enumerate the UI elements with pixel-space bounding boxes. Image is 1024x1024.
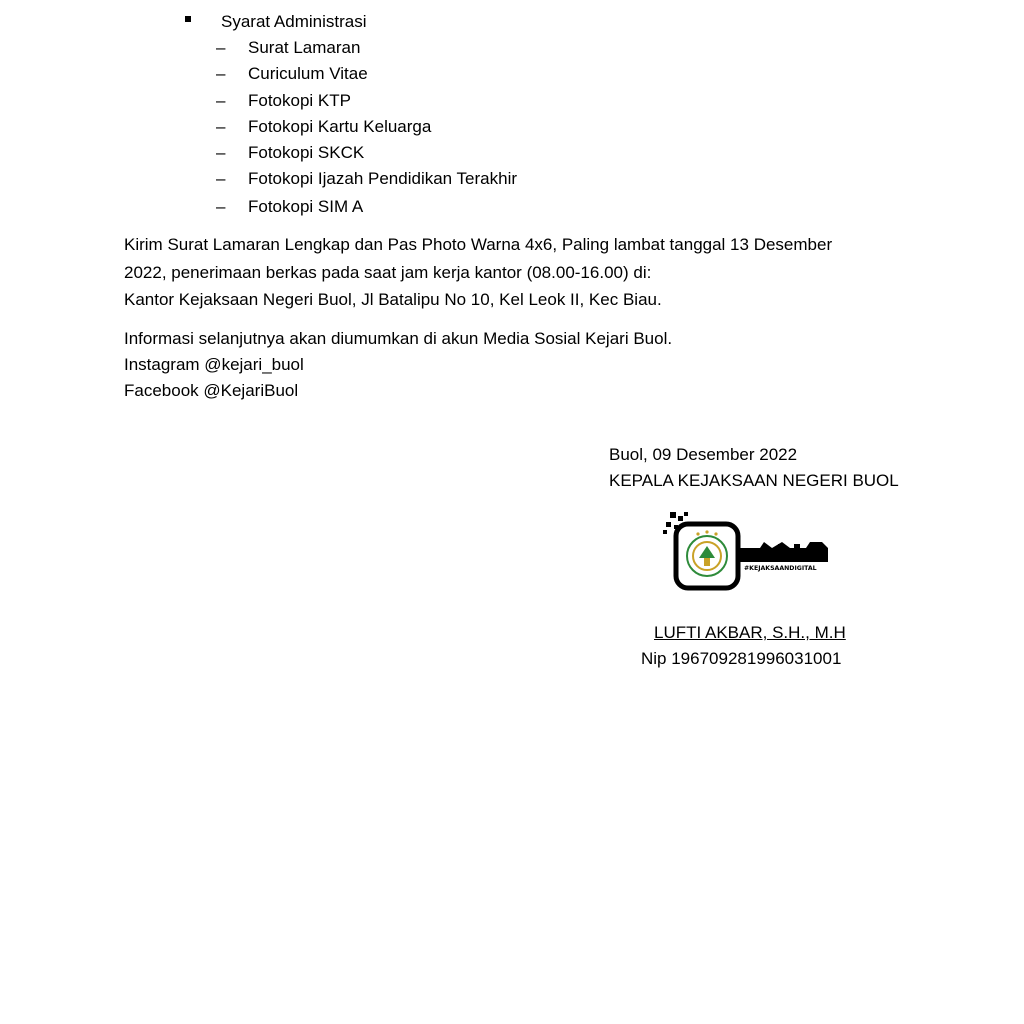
place-date: Buol, 09 Desember 2022 xyxy=(609,445,798,464)
square-bullet-icon xyxy=(185,16,191,22)
dash-icon: – xyxy=(216,169,226,188)
submission-address: Kantor Kejaksaan Negeri Buol, Jl Batalipu No 10, Kel Leok II, Kec Biau. xyxy=(124,290,662,309)
info-line: Informasi selanjutnya akan diumumkan di akun Media Sosial Kejari Buol. xyxy=(124,329,673,348)
signatory-name: LUFTI AKBAR, S.H., M.H xyxy=(654,623,846,642)
signatory-title: KEPALA KEJAKSAAN NEGERI BUOL xyxy=(609,471,899,490)
requirements-heading: Syarat Administrasi xyxy=(221,12,367,31)
dash-icon: – xyxy=(216,64,226,83)
list-item: Fotokopi SKCK xyxy=(248,143,365,162)
facebook-handle: Facebook @KejariBuol xyxy=(124,381,299,400)
list-item: Curiculum Vitae xyxy=(248,64,368,83)
signatory-nip: Nip 196709281996031001 xyxy=(641,649,842,668)
submission-line-1: Kirim Surat Lamaran Lengkap dan Pas Photo Warna 4x6, Paling lambat tanggal 13 Desember xyxy=(124,235,833,254)
list-item: Surat Lamaran xyxy=(248,38,361,57)
dash-icon: – xyxy=(216,143,226,162)
list-item: Fotokopi Ijazah Pendidikan Terakhir xyxy=(248,169,518,188)
list-item: Fotokopi KTP xyxy=(248,91,351,110)
instagram-handle: Instagram @kejari_buol xyxy=(124,355,304,374)
dash-icon: – xyxy=(216,117,226,136)
dash-icon: – xyxy=(216,91,226,110)
list-item: Fotokopi SIM A xyxy=(248,197,364,216)
logo-hashtag-text: #KEJAKSAANDIGITAL xyxy=(744,565,817,572)
key-logo-icon xyxy=(660,508,832,592)
dash-icon: – xyxy=(216,197,226,216)
list-item: Fotokopi Kartu Keluarga xyxy=(248,117,432,136)
dash-icon: – xyxy=(216,38,226,57)
submission-line-2: 2022, penerimaan berkas pada saat jam kerja kantor (08.00-16.00) di: xyxy=(124,263,652,282)
